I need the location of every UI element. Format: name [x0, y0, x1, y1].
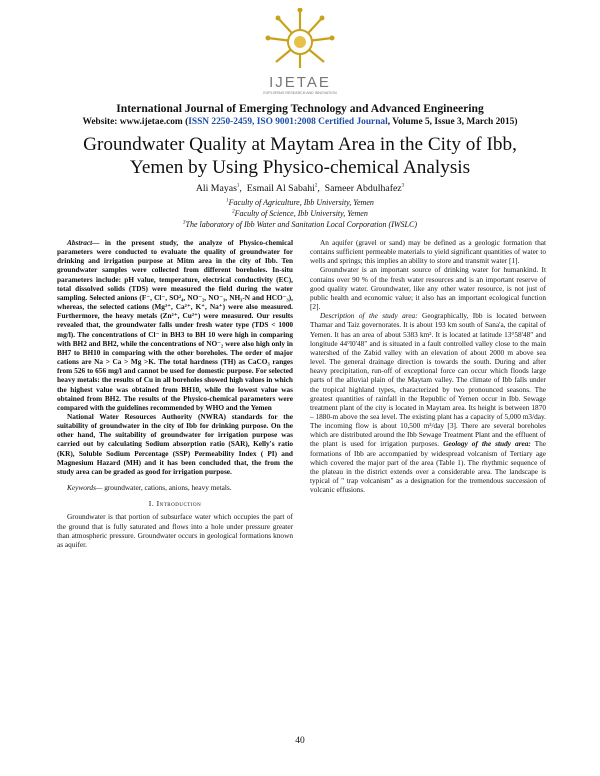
geology-lead: Geology of the study area:	[439, 439, 531, 449]
left-column	[57, 238, 293, 549]
website-suffix: , Volume 5, Issue 3, March 2015)	[387, 117, 518, 127]
journal-website	[0, 117, 600, 127]
abstract-lead: Abstract	[67, 238, 93, 247]
page-number: 40	[295, 736, 305, 746]
abstract	[57, 238, 293, 412]
logo-text: IJETAE	[269, 74, 331, 91]
logo-subtext: EXPLORING RESEARCH AND INNOVATION	[263, 91, 337, 95]
affiliation	[0, 198, 600, 207]
author-name: Sameer Abdulhafez	[324, 183, 402, 194]
journal-logo	[258, 8, 342, 94]
journal-name: International Journal of Emerging Technology and Advanced Engineering	[116, 102, 484, 115]
abstract-continued: National Water Resources Authority (NWRA) standards for the suitability of groundwater in the city of Ibb for drinking purpose. On the other hand, The suitability of groundwater for irrigation purpose was carried out by calculating Sodium absorption ratio (SAR), Kelly's ratio (KR), Soluble Sodium Percentage (SSP) Permeability Index ( PI) and Magnesium Hazard (MH) and it has been concluded that, the from the study area can be graded as good for irrigation purpose.	[57, 411, 293, 476]
logo-star-icon	[258, 8, 342, 74]
author-sup: 3	[401, 183, 405, 189]
geology-text: The formations of Ibb are accompanied by widespread volcanism of Tertiary age which covered the major part of the area (Table 1). The rhythmic sequence of the plateau in the district extends over a considerable area. The landscape is typical of " trap volcanism" as a designation for the tremendous succession of volcanic effusions.	[310, 439, 546, 495]
intro-paragraph: Groundwater is that portion of subsurface water which occupies the part of the ground that is fully saturated and flows into a hole under pressure greater than atmospheric pressure. Groundwater occurs in geological formations known as aquifer.	[57, 512, 293, 549]
affiliation-sup: 3	[183, 220, 186, 226]
study-area-lead: Description of the study area:	[320, 311, 418, 321]
affiliation	[0, 209, 600, 218]
right-column	[310, 238, 546, 494]
author-sup: 2	[314, 183, 318, 189]
section-heading-introduction: I. Introduction	[148, 499, 202, 509]
keywords-text: groundwater, cations, anions, heavy metals.	[102, 483, 232, 493]
paper-title: Groundwater Quality at Maytam Area in the City of Ibb, Yemen by Using Physico-chemical Analysis	[83, 134, 517, 178]
paragraph-aquifer: An aquifer (gravel or sand) may be defined as a geologic formation that contains sufficient permeable materials to yield significant quantities of water to wells and springs; this implies an ability to store and transmit water [1].	[310, 238, 546, 266]
author-list: Ali Mayas$^1$, Esmail Al Sabahi$^2$, Sameer Abdulhafez$^3$	[195, 183, 405, 194]
affiliation-sup: 2	[232, 209, 235, 215]
study-area-text: Geographically, Ibb is located between Thamar and Taiz governorates. It is about 193 km south of Sana'a, the capital of Yemen. It has an area of about 5383 km². It is located at latitude 13°58'48" and longitude 44°l0'48" and is situated in a fault controlled valley close to the main watershed of the Zabid valley with an elevation of about 2000 m above sea level. The general drainage direction is towards the south. During and after heavy precipitation, run-off of exceptional force can occur which floods large parts of the alluvial plain of the Maytam valley. The climate of Ibb falls under the tropical highland types, characterized by two pronounced seasons. The greatest quantities of rainfall in the Republic of Yemen occur in Ibb. Sewage treatment plant of the city is located in Maytam area. Its height is between 1870 – 1880-m above the sea level. The existing plant has a capacity of 5,000 m3/day. The incoming flow is about 10,500 m³/day [3]. There are several boreholes which are distributed around the Ibb Sewage Treatment Plant and the effluent of the plant is used for irrigation purposes.	[310, 311, 547, 449]
abstract-text-1: — in the present study, the analyze of Physico-chemical parameters were conducted to evaluate the quality of groundwater for drinking and irrigation purpose at Mitm area in the city of Ibb. Ten groundwater samples were collected from different boreholes. In-situ parameters include: pH value, temperature, electrical conductivity (EC), total dissolved solids (TDS) were measured the field during the water sampling. Selected anions (F⁻, Cl⁻, SO²₄, NO⁻₂, NO⁻₃, NH₃-N and HCO⁻₃), whereas, the selected cations (Mg²⁺, Ca²⁺, K⁺, Na⁺) were also measured. Furthermore, the heavy metals (Zn²⁺, Cu²⁺) were measured. Our results revealed that, the groundwater falls under fresh water type (TDS < 1000 mg/l). The concentrations of Cl⁻ in BH3 to BH 10 were high in comparing with BH2 and BH2, while the concentrations of NO⁻₂ were also high only in BH7 to BH10 in comparing with the other boreholes. The order of major cations are Na > Ca > Mg >K. The total hardness (TH) as CaCO₃ ranges from 526 to 656 mg/l and cannot be used for domestic purpose. For selected heavy metals: the results of Cu in all boreholes showed high values in which the highest value was obtained from BH10, while the lowest value was obtained from BH2. The results of the Physico-chemical parameters were compared with the guidelines recommended by WHO and the Yemen	[57, 238, 293, 412]
affiliation-text: The laboratory of Ibb Water and Sanitation Local Corporation (IWSLC)	[185, 220, 417, 229]
issn-link[interactable]: ISSN 2250-2459, ISO 9001:2008 Certified Journal	[188, 117, 388, 127]
author-sup: 1	[236, 183, 240, 189]
affiliation-text: Faculty of Agriculture, Ibb University, Yemen	[228, 198, 374, 207]
author-name: Esmail Al Sabahi	[246, 183, 315, 194]
affiliation-sup: 1	[226, 198, 229, 204]
paragraph-study-area	[310, 311, 546, 494]
keywords	[57, 483, 293, 492]
website-prefix: Website: www.ijetae.com (	[82, 117, 189, 127]
author-name: Ali Mayas	[195, 183, 237, 194]
keywords-lead: Keywords—	[67, 483, 103, 493]
affiliation	[0, 220, 600, 229]
affiliation-text: Faculty of Science, Ibb University, Yemen	[234, 209, 368, 218]
paragraph-groundwater: Groundwater is an important source of drinking water for humankind. It contains over 90 % of the fresh water resources and is an important reserve of good quality water. Groundwater, like any other water resource, is not just of public health and economic value; it also has an important ecological function [2].	[310, 265, 546, 312]
